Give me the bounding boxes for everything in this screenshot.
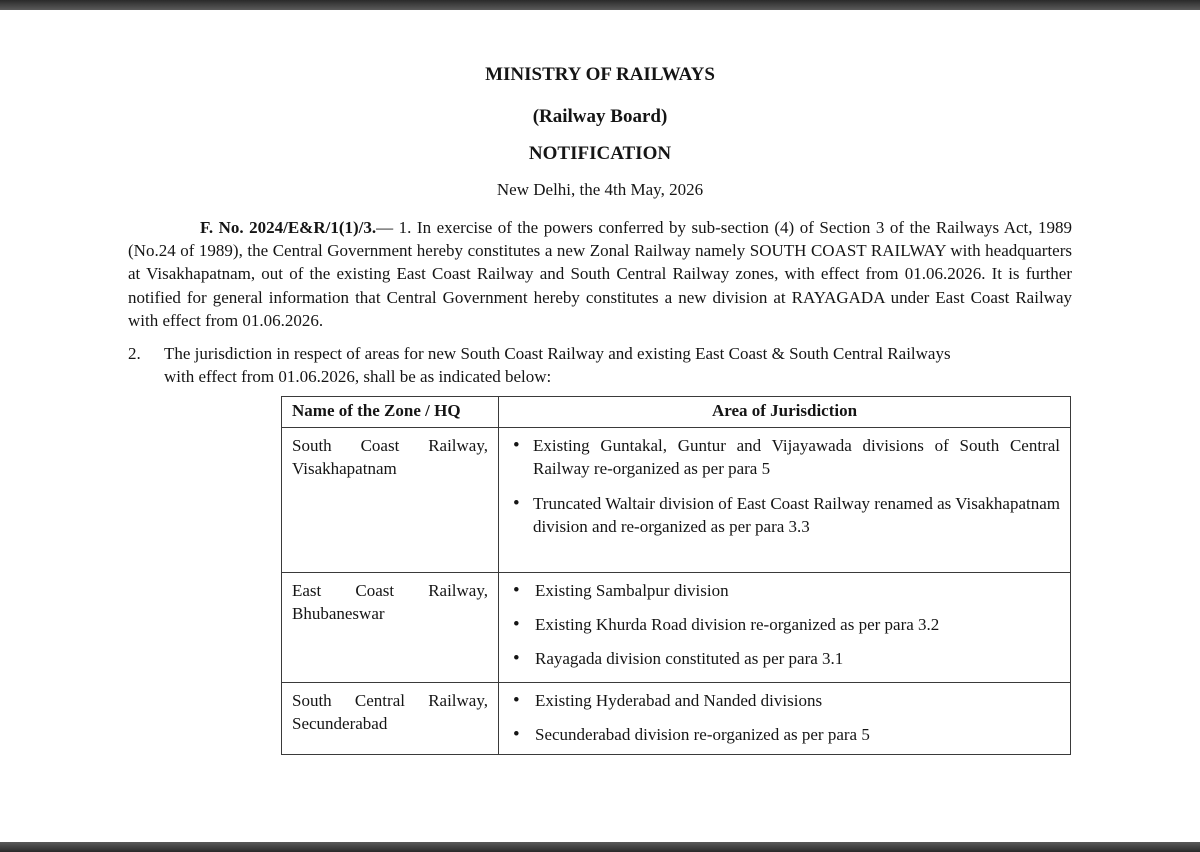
zone-cell [282, 428, 499, 573]
zone-name: East Coast Railway, [292, 581, 488, 600]
notification-title: NOTIFICATION [528, 143, 672, 164]
zone-cell [282, 683, 499, 755]
area-item: • Rayagada division constituted as per para 3.1 [505, 647, 1060, 670]
area-item: • Existing Hyderabad and Nanded divisions [505, 689, 1060, 712]
table-row [282, 573, 1071, 683]
jurisdiction-table [281, 396, 1071, 755]
area-item: • Truncated Waltair division of East Coast Railway renamed as Visakhapatnam division and re-organized as per para 3.3 [505, 492, 1060, 538]
scan-border-bottom [0, 842, 1200, 852]
table-row [282, 428, 1071, 573]
scan-border-top [0, 0, 1200, 10]
area-item: • Secunderabad division re-organized as per para 5 [505, 723, 1060, 746]
paragraph-1-text: — 1. In exercise of the powers conferred by sub-section (4) of Section 3 of the Railways Act, 1989 (No.24 of 1989), the Central Government hereby constitutes a new Zonal Railway namely SOUTH COAST RAILWAY with headquarters at Visakhapatnam, out of the existing East Coast Railway and South Central Railway zones, with effect from 01.06.2026. It is further notified for general information that Central Government hereby constitutes a new division at RAYAGADA under East Coast Railway with effect from 01.06.2026. [128, 218, 1072, 330]
area-item: • Existing Guntakal, Guntur and Vijayawada divisions of South Central Railway re-organized as per para 5 [505, 434, 1060, 480]
column-header-area: Area of Jurisdiction [499, 397, 1071, 428]
paragraph-2-number: 2. [128, 344, 141, 363]
zone-hq: Visakhapatnam [292, 459, 397, 478]
area-item: • Existing Khurda Road division re-organized as per para 3.2 [505, 613, 1060, 636]
paragraph-2-line-1: The jurisdiction in respect of areas for new South Coast Railway and existing East Coast & South Central Railways [164, 344, 951, 363]
zone-cell [282, 573, 499, 683]
area-list [505, 434, 1060, 538]
area-list [505, 689, 1060, 746]
area-cell [499, 428, 1071, 573]
zone-name: South Central Railway, [292, 691, 488, 710]
paragraph-1 [128, 216, 1072, 332]
area-cell [499, 573, 1071, 683]
file-number: F. No. 2024/E&R/1(1)/3. [200, 218, 377, 237]
area-cell [499, 683, 1071, 755]
table-header-row [282, 397, 1071, 428]
zone-name: South Coast Railway, [292, 436, 488, 455]
table-row [282, 683, 1071, 755]
board-heading: (Railway Board) [532, 106, 668, 127]
dateline: New Delhi, the 4th May, 2026 [496, 180, 704, 199]
area-list [505, 579, 1060, 670]
paragraph-2-line-2: with effect from 01.06.2026, shall be as indicated below: [164, 367, 552, 387]
area-item: • Existing Sambalpur division [505, 579, 1060, 602]
paragraph-2 [164, 342, 1080, 388]
ministry-heading: MINISTRY OF RAILWAYS [485, 64, 715, 85]
column-header-zone: Name of the Zone / HQ [282, 397, 499, 428]
zone-hq: Bhubaneswar [292, 604, 385, 623]
zone-hq: Secunderabad [292, 714, 388, 733]
